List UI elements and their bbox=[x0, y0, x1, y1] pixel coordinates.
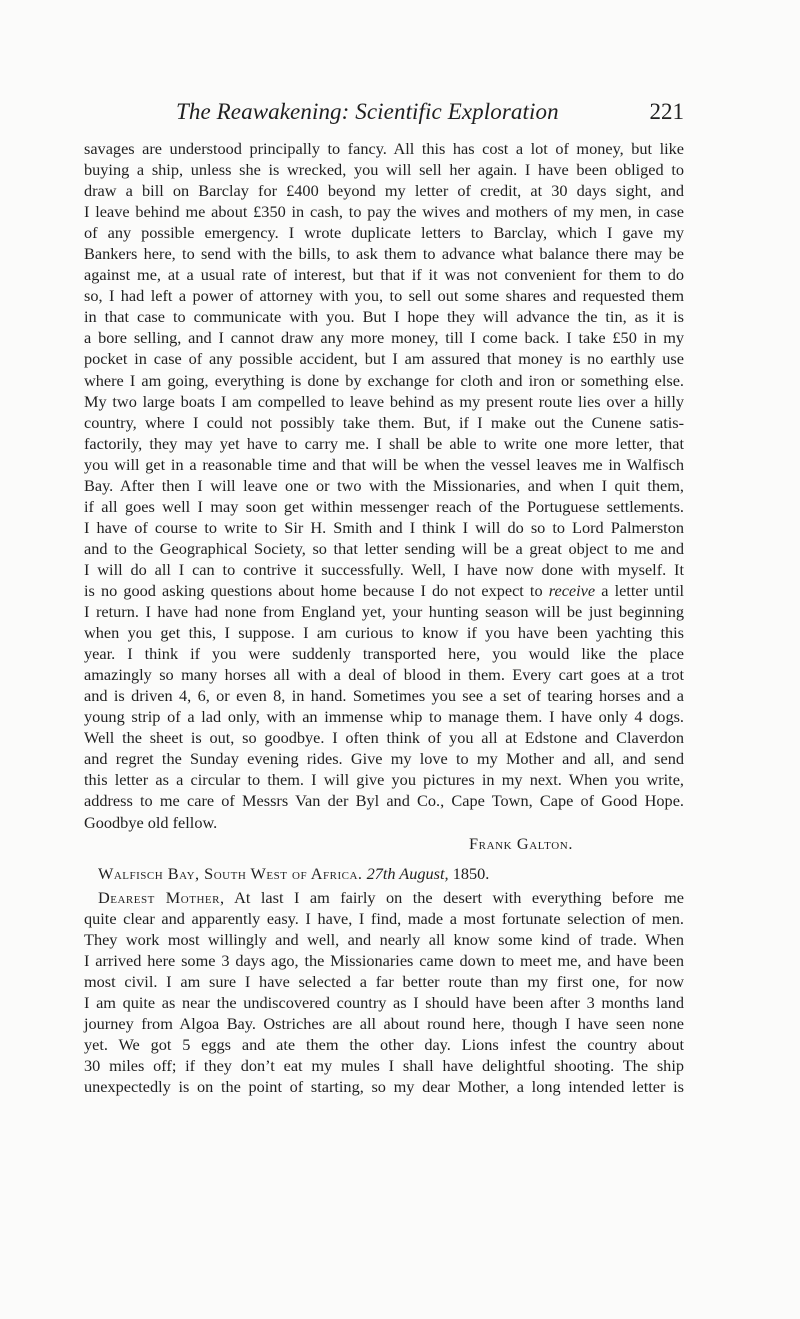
text-line: I have of course to write to Sir H. Smith and I think I will do so to Lord Palmerston bbox=[84, 517, 684, 537]
text-line: if all goes well I may soon get within messenger reach of the Portuguese settlements. bbox=[84, 496, 684, 516]
emphasis: receive bbox=[548, 580, 596, 600]
text-line: unexpectedly is on the point of starting, so my dear Mother, a long intended letter is bbox=[84, 1077, 684, 1097]
text-line: in that case to communicate with you. But I hope they will advance the tin, as it is bbox=[84, 307, 684, 327]
letter-two bbox=[84, 908, 684, 1097]
page-number: 221 bbox=[649, 99, 684, 124]
text-line: I am quite as near the undiscovered country as I should have been after 3 months land bbox=[84, 992, 684, 1012]
text-line: Bankers here, to send with the bills, to ask them to advance what balance there may be bbox=[84, 244, 684, 264]
text-line: Bay. After then I will leave one or two with the Missionaries, and when I quit them, bbox=[84, 475, 684, 495]
text-line: factorily, they may yet have to carry me. I shall be able to write one more letter, that bbox=[84, 433, 684, 453]
text-line: I arrived here some 3 days ago, the Missionaries came down to meet me, and have been bbox=[84, 950, 684, 970]
text-line: year. I think if you were suddenly transported here, you would like the place bbox=[84, 644, 684, 664]
signature: Frank Galton. bbox=[469, 833, 573, 853]
body-text bbox=[84, 138, 684, 1097]
section-gap bbox=[84, 854, 684, 863]
text-line: I will do all I can to contrive it successfully. Well, I have now done with myself. It bbox=[84, 559, 684, 579]
text-line: savages are understood principally to fancy. All this has cost a lot of money, but like bbox=[84, 139, 684, 158]
text-line: Goodbye old fellow. bbox=[84, 812, 218, 832]
text-line: against me, at a usual rate of interest, but that if it was not convenient for them to do bbox=[84, 265, 684, 285]
dateline-place: Walfisch Bay, South West of Africa. bbox=[98, 863, 363, 883]
text-line: amazingly so many horses all with a deal of blood in them. Every cart goes at a trot bbox=[84, 665, 684, 685]
text-line: pocket in case of any possible accident, but I am assured that money is no earthly use bbox=[84, 349, 684, 369]
salutation: Dearest Mother, bbox=[98, 887, 225, 907]
text-line: draw a bill on Barclay for £400 beyond my letter of credit, at 30 days sight, and bbox=[84, 181, 684, 201]
text-line: They work most willingly and well, and nearly all know some kind of trade. When bbox=[84, 929, 684, 949]
text-line: most civil. I am sure I have selected a far better route than my first one, for now bbox=[84, 971, 684, 991]
running-header bbox=[84, 99, 684, 129]
letter-one bbox=[84, 138, 684, 833]
text-line: you will get in a reasonable time and that will be when the vessel leaves me in Walfisch bbox=[84, 454, 684, 474]
running-title: The Reawakening: Scientific Exploration bbox=[176, 99, 559, 124]
text-line-part: a letter until bbox=[601, 580, 684, 600]
text-line: so, I had left a power of attorney with you, to sell out some shares and requested them bbox=[84, 286, 684, 306]
text-line: Well the sheet is out, so goodbye. I often think of you all at Edstone and Claverdon bbox=[84, 728, 684, 748]
text-line: address to me care of Messrs Van der Byl and Co., Cape Town, Cape of Good Hope. bbox=[84, 791, 684, 811]
text-line: journey from Algoa Bay. Ostriches are all about round here, though I have seen none bbox=[84, 1013, 684, 1033]
text-line: when you get this, I suppose. I am curious to know if you have been yachting this bbox=[84, 623, 684, 643]
text-line: buying a ship, unless she is wrecked, you will sell her again. I have been obliged to bbox=[84, 160, 684, 180]
text-line: quite clear and apparently easy. I have, I find, made a most fortunate selection of men. bbox=[84, 908, 684, 928]
text-line: this letter as a circular to them. I will give you pictures in my next. When you write, bbox=[84, 770, 684, 790]
text-line bbox=[84, 580, 684, 601]
text-line: of any possible emergency. I wrote duplicate letters to Barclay, which I gave my bbox=[84, 223, 684, 243]
text-line: young strip of a lad only, with an immense whip to manage them. I have only 4 dogs. bbox=[84, 707, 684, 727]
text-line: I leave behind me about £350 in cash, to pay the wives and mothers of my men, in case bbox=[84, 202, 684, 222]
text-line: country, where I could not possibly take them. But, if I make out the Cunene satis- bbox=[84, 412, 684, 432]
text-line: My two large boats I am compelled to leave behind as my present route lies over a hilly bbox=[84, 391, 684, 411]
dateline bbox=[84, 863, 684, 884]
dateline-year: 1850. bbox=[452, 863, 490, 883]
opening-text: At last I am fairly on the desert with everything before me bbox=[234, 887, 684, 907]
text-line-part: is no good asking questions about home because I do not expect to bbox=[84, 580, 543, 600]
dateline-date: 27th August, bbox=[366, 863, 449, 883]
text-line: I return. I have had none from England yet, your hunting season will be just beginning bbox=[84, 602, 684, 622]
text-line: and to the Geographical Society, so that letter sending will be a great object to me and bbox=[84, 538, 684, 558]
text-line: 30 miles off; if they don’t eat my mules I shall have delightful shooting. The ship bbox=[84, 1056, 684, 1076]
text-line: where I am going, everything is done by exchange for cloth and iron or something else. bbox=[84, 370, 684, 390]
letter-two-opening-line bbox=[84, 887, 684, 908]
text-line: and is driven 4, 6, or even 8, in hand. Sometimes you see a set of tearing horses and a bbox=[84, 686, 684, 706]
text-line: a bore selling, and I cannot draw any more money, till I come back. I take £50 in my bbox=[84, 328, 684, 348]
text-line: yet. We got 5 eggs and ate them the other day. Lions infest the country about bbox=[84, 1034, 684, 1054]
text-line: and regret the Sunday evening rides. Give my love to my Mother and all, and send bbox=[84, 749, 684, 769]
